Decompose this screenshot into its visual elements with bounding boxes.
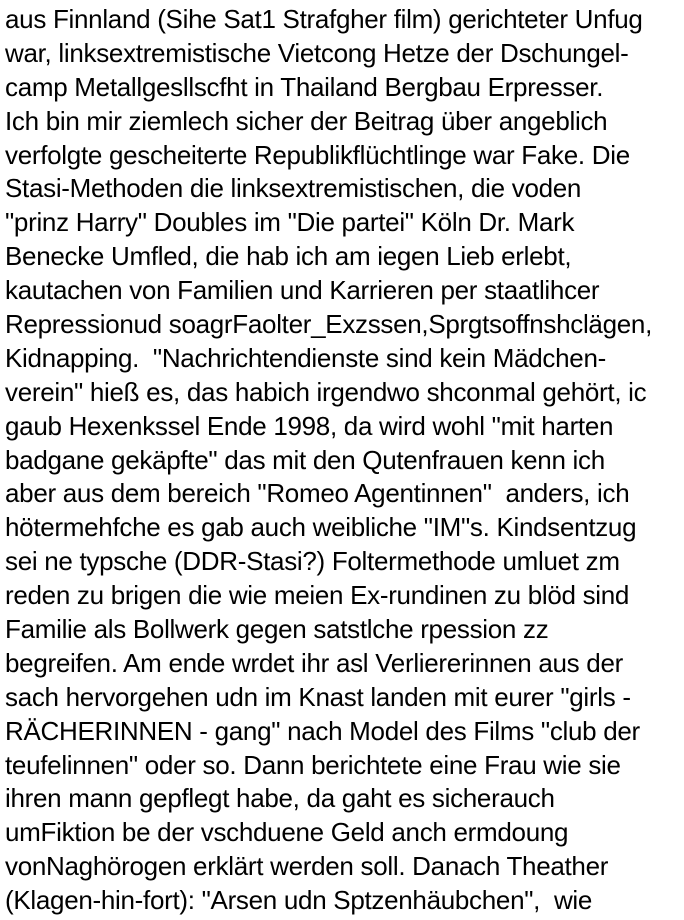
text-line: verein" hieß es, das habich irgendwo shconmal gehört, ic — [5, 376, 647, 407]
text-line: Kidnapping. "Nachrichtendienste sind kein Mädchen- — [5, 342, 606, 373]
text-line: war, linksextremistische Vietcong Hetze der Dschungel- — [5, 37, 629, 68]
text-line: RÄCHERINNEN - gang" nach Model des Films "club der — [5, 715, 640, 746]
text-line: aber aus dem bereich "Romeo Agentinnen" anders, ich — [5, 478, 630, 509]
text-line: ihren mann gepflegt habe, da gaht es sicherauch — [5, 783, 555, 814]
text-line: hötermehfche es gab auch weibliche "IM"s. Kindsentzug — [5, 512, 637, 543]
text-line: aus Finnland (Sihe Sat1 Strafgher film) gerichteter Unfug — [5, 4, 643, 34]
text-line: Benecke Umfled, die hab ich am iegen Lieb erlebt, — [5, 241, 572, 272]
text-line: "prinz Harry" Doubles im "Die partei" Köln Dr. Mark — [5, 207, 575, 238]
text-line: sei ne typsche (DDR-Stasi?) Foltermethode umluet zm — [5, 546, 620, 577]
text-line: camp Metallgesllscfht in Thailand Bergbau Erpresser. — [5, 71, 604, 102]
text-line: umFiktion be der vschduene Geld anch ermdoung — [5, 817, 569, 848]
text-line: Repressionud soagrFaolter_Exzssen,Sprgtsoffnshclägen, — [5, 309, 652, 340]
text-line: badgane gekäpfte" das mit den Qutenfrauen kenn ich — [5, 444, 605, 475]
text-line: kautachen von Familien und Karrieren per staatlihcer — [5, 275, 600, 306]
text-line: reden zu brigen die wie meien Ex-rundinen zu blöd sind — [5, 580, 630, 611]
text-line: Stasi-Methoden die linksextremistischen, die voden — [5, 173, 582, 204]
text-line: (Klagen-hin-fort): "Arsen udn Sptzenhäubchen", wie — [5, 885, 593, 916]
text-line: teufelinnen" oder so. Dann berichtete eine Frau wie sie — [5, 749, 621, 780]
text-line: Ich bin mir ziemlech sicher der Beitrag über angeblich — [5, 105, 608, 136]
text-line: Familie als Bollwerk gegen satstlche rpession zz — [5, 614, 549, 645]
text-line: verfolgte gescheiterte Republikflüchtlinge war Fake. Die — [5, 139, 630, 170]
text-line: vonNaghörogen erklärt werden soll. Danach Theather — [5, 851, 609, 882]
text-line: sach hervorgehen udn im Knast landen mit eurer "girls - — [5, 681, 631, 712]
text-line: begreifen. Am ende wrdet ihr asl Verliererinnen aus der — [5, 647, 623, 678]
text-line: gaub Hexenkssel Ende 1998, da wird wohl "mit harten — [5, 410, 614, 441]
